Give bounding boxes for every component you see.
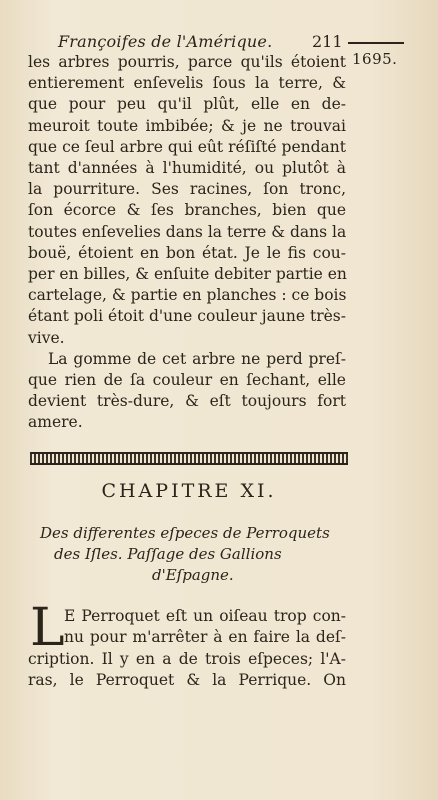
text-line: que pour peu qu'il plût, elle en de- xyxy=(28,95,346,114)
drop-cap: L xyxy=(30,598,65,658)
paragraph-3 xyxy=(28,606,346,692)
text-line: tant d'années à l'humidité, ou plutôt à xyxy=(28,159,346,178)
text-line: amere. xyxy=(28,413,83,432)
chapter-title: CHAPITRE XI. xyxy=(101,480,277,502)
text-line: nu pour m'arrêter à en faire la deſ- xyxy=(64,628,346,647)
subtitle-line: Des differentes eſpeces de Perroquets xyxy=(40,524,330,542)
page-number: 211 xyxy=(312,32,343,51)
text-line: La gomme de cet arbre ne perd preſ- xyxy=(48,349,346,368)
text-line: cartelage, & partie en planches : ce bois xyxy=(28,286,347,305)
text-line: toutes enſevelies dans la terre & dans la xyxy=(28,222,347,241)
text-line: vive. xyxy=(28,328,65,347)
text-line: cription. Il y en a de trois eſpeces; l'A- xyxy=(28,649,346,668)
text-line: per en billes, & enſuite debiter partie en xyxy=(28,265,347,284)
subtitle-line: des Iſles. Paſſage des Gallions xyxy=(54,545,282,563)
paragraph-2 xyxy=(28,349,346,434)
text-line: bouë, étoient en bon état. Je le fis cou- xyxy=(28,243,346,262)
text-line: meuroit toute imbibée; & je ne trouvai xyxy=(28,116,346,135)
text-line: que ce ſeul arbre qui eût réſiſté pendant xyxy=(28,137,346,156)
header-rule xyxy=(348,42,404,44)
text-line: ſon écorce & ſes branches, bien que xyxy=(28,201,346,220)
body-text xyxy=(28,52,346,434)
text-line: devient très-dure, & eſt toujours fort xyxy=(28,392,346,411)
margin-year: 1695. xyxy=(352,50,398,68)
paragraph-1 xyxy=(28,52,346,349)
text-line: entierement enſevelis ſous la terre, & xyxy=(28,74,346,93)
ornamental-divider xyxy=(30,452,348,465)
text-line: étant poli étoit d'une couleur jaune très- xyxy=(28,307,346,326)
text-line: ras, le Perroquet & la Perrique. On xyxy=(28,671,346,690)
text-line: la pourriture. Ses racines, ſon tronc, xyxy=(28,180,346,199)
text-line: E Perroquet eſt un oiſeau trop con- xyxy=(64,607,346,625)
running-title: Françoifes de l'Amérique. xyxy=(58,32,273,51)
text-line: que rien de ſa couleur en ſechant, elle xyxy=(28,371,346,390)
text-line: les arbres pourris, parce qu'ils étoient xyxy=(28,53,346,71)
chapter-subtitle xyxy=(40,523,340,586)
subtitle-line: d'Eſpagne. xyxy=(152,566,234,584)
